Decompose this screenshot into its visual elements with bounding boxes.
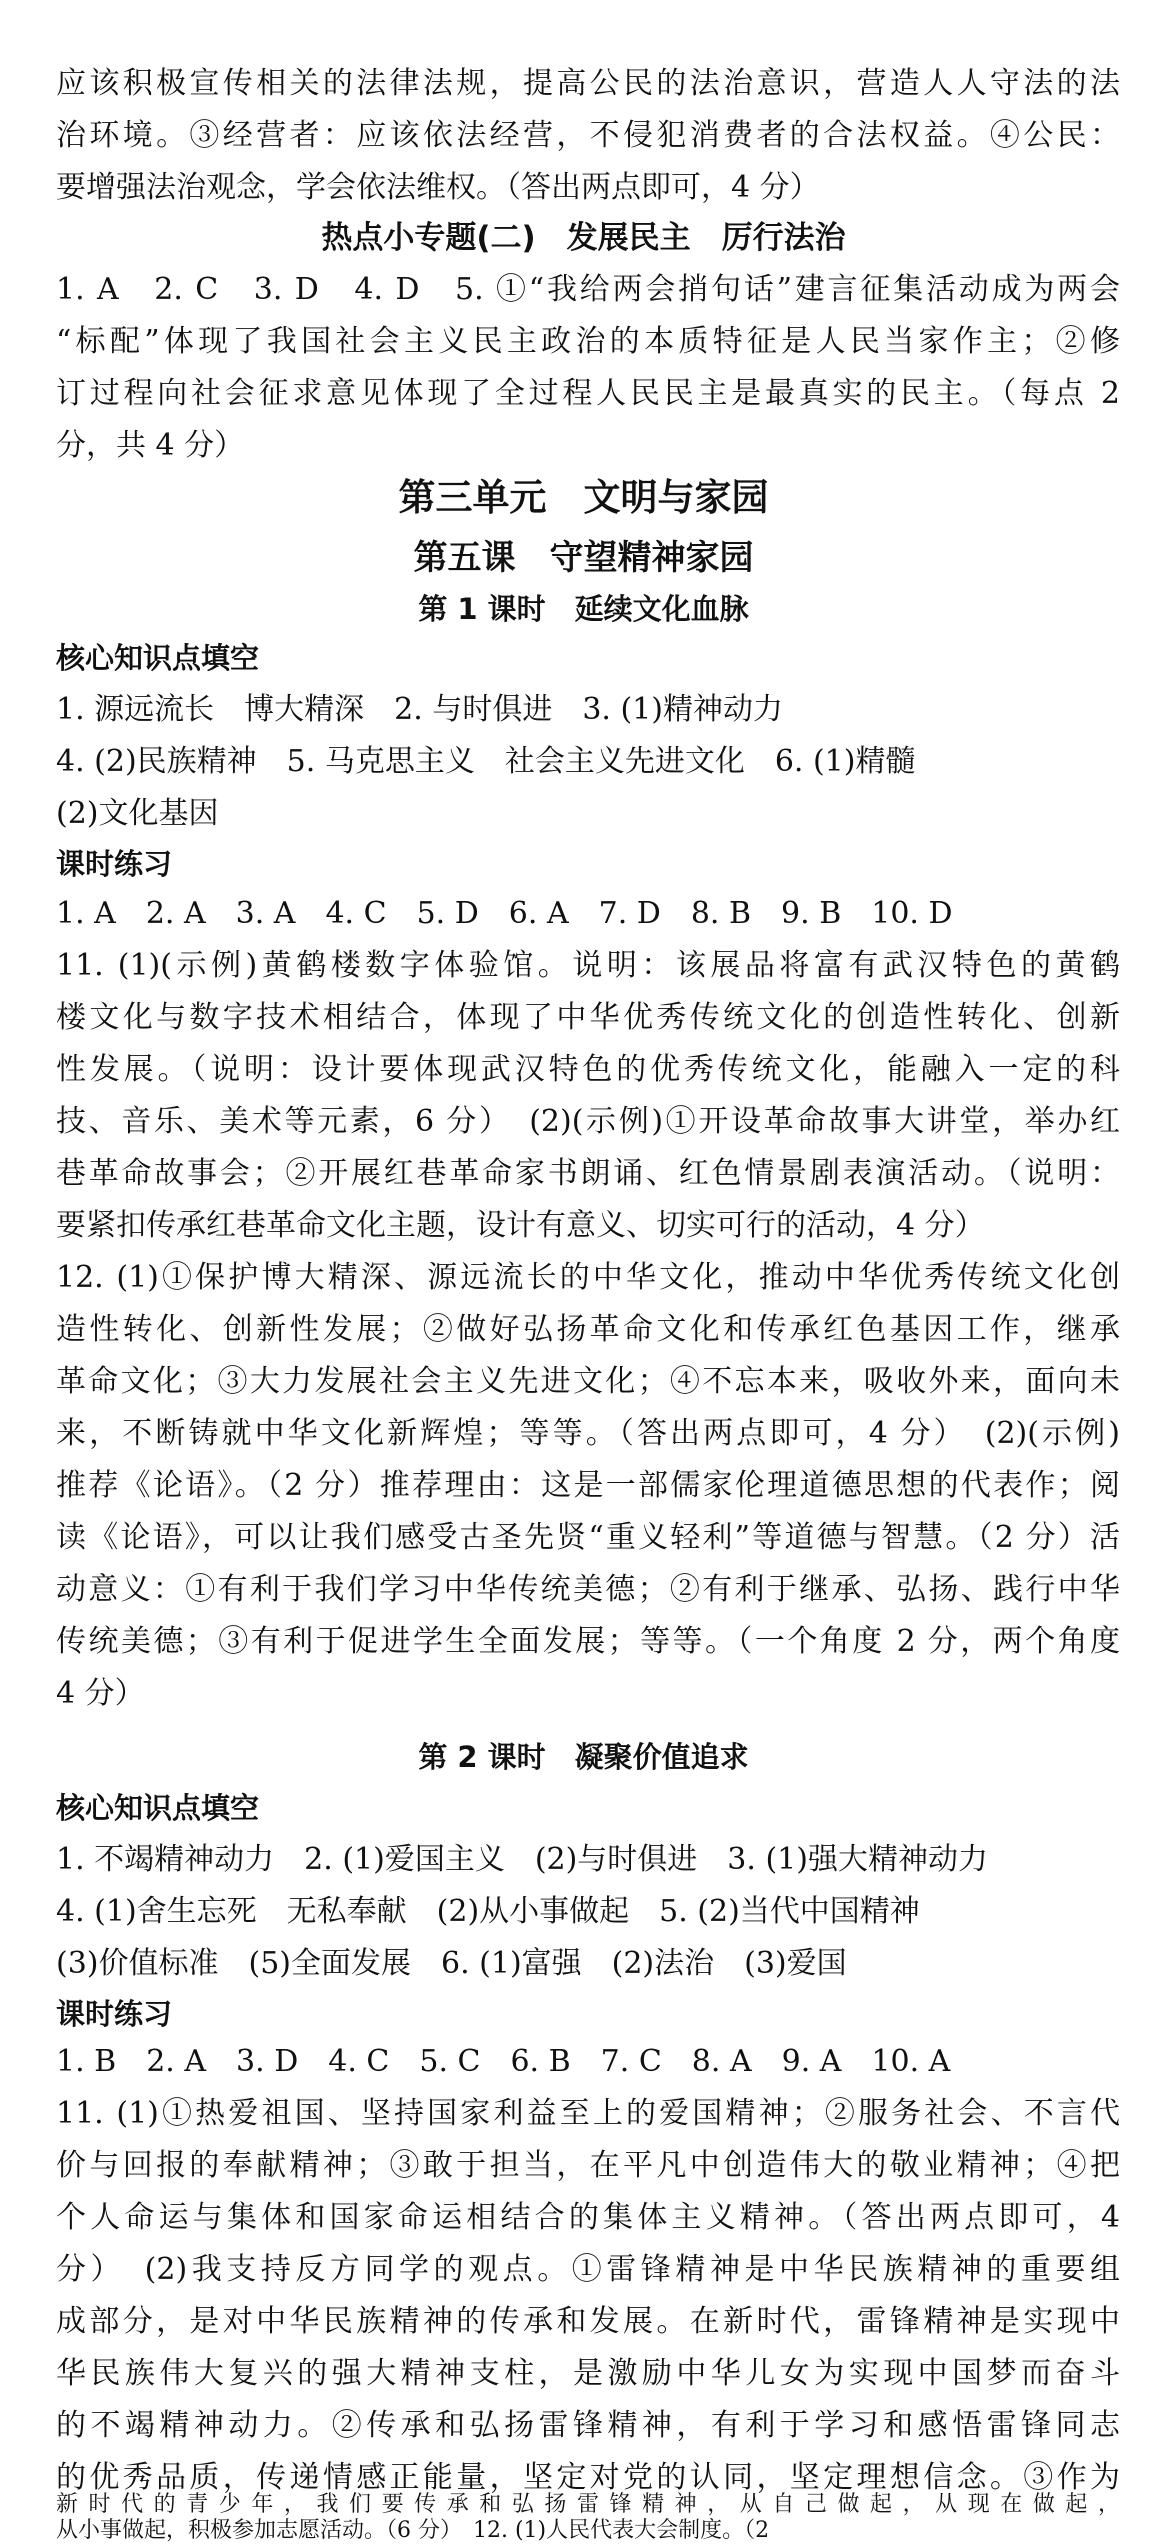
text-line: 分，共 4 分） — [56, 428, 245, 463]
period-2-title: 第 2 课时 凝聚价值追求 — [418, 1740, 749, 1774]
text-line: 传统美德；③有利于促进学生全面发展；等等。（一个角度 2 分，两个角度 — [56, 1624, 1120, 1659]
text-line: 4. (2)民族精神 5. 马克思主义 社会主义先进文化 6. (1)精髓 — [56, 744, 916, 779]
text-line: 分） (2)我支持反方同学的观点。①雷锋精神是中华民族精神的重要组 — [56, 2252, 1120, 2287]
text-line: 动意义：①有利于我们学习中华传统美德；②有利于继承、弘扬、践行中华 — [56, 1572, 1120, 1607]
text-line: 1. A 2. A 3. A 4. C 5. D 6. A 7. D 8. B 9. B 10. D — [56, 896, 953, 931]
text-line: 巷革命故事会；②开展红巷革命家书朗诵、红色情景剧表演活动。（说明： — [56, 1156, 1120, 1191]
text-line: 推荐《论语》。（2 分）推荐理由：这是一部儒家伦理道德思想的代表作；阅 — [56, 1468, 1120, 1503]
text-line: (3)价值标准 (5)全面发展 6. (1)富强 (2)法治 (3)爱国 — [56, 1946, 847, 1981]
practice-heading: 课时练习 — [56, 847, 173, 881]
text-line: 来，不断铸就中华文化新辉煌；等等。（答出两点即可，4 分） (2)(示例) — [56, 1416, 1120, 1451]
text-line: 订过程向社会征求意见体现了全过程人民民主是最真实的民主。（每点 2 — [56, 376, 1120, 411]
text-line: 革命文化；③大力发展社会主义先进文化；④不忘本来，吸收外来，面向未 — [56, 1364, 1120, 1399]
text-line: 1. 不竭精神动力 2. (1)爱国主义 (2)与时俱进 3. (1)强大精神动力 — [56, 1842, 988, 1877]
core-knowledge-heading: 核心知识点填空 — [56, 641, 260, 675]
text-line: 4. (1)舍生忘死 无私奉献 (2)从小事做起 5. (2)当代中国精神 — [56, 1894, 920, 1929]
text-line: 12. (1)①保护博大精深、源远流长的中华文化，推动中华优秀传统文化创 — [56, 1260, 1120, 1295]
core-knowledge-heading: 核心知识点填空 — [56, 1791, 260, 1825]
practice-heading: 课时练习 — [56, 1997, 173, 2031]
text-line: 成部分，是对中华民族精神的传承和发展。在新时代，雷锋精神是实现中 — [56, 2304, 1120, 2339]
text-line: 价与回报的奉献精神；③敢于担当，在平凡中创造伟大的敬业精神；④把 — [56, 2148, 1120, 2183]
text-line: 要增强法治观念，学会依法维权。（答出两点即可，4 分） — [56, 170, 820, 205]
text-line: (2)文化基因 — [56, 796, 219, 831]
text-line: “标配”体现了我国社会主义民主政治的本质特征是人民当家作主；②修 — [56, 324, 1120, 359]
text-line: 的优秀品质，传递情感正能量，坚定对党的认同，坚定理想信念。③作为 — [56, 2460, 1120, 2495]
unit-title: 第三单元 文明与家园 — [398, 476, 769, 519]
text-line: 华民族伟大复兴的强大精神支柱，是激励中华儿女为实现中国梦而奋斗 — [56, 2356, 1120, 2391]
text-line: 1. A 2. C 3. D 4. D 5. ①“我给两会捎句话”建言征集活动成为两会 — [56, 272, 1120, 307]
text-line: 11. (1)(示例)黄鹤楼数字体验馆。说明：该展品将富有武汉特色的黄鹤 — [56, 948, 1120, 983]
text-line: 的不竭精神动力。②传承和弘扬雷锋精神，有利于学习和感悟雷锋同志 — [56, 2408, 1120, 2443]
text-line: 技、音乐、美术等元素，6 分） (2)(示例)①开设革命故事大讲堂，举办红 — [56, 1104, 1120, 1139]
lesson-title: 第五课 守望精神家园 — [413, 538, 754, 578]
text-line: 读《论语》，可以让我们感受古圣先贤“重义轻利”等道德与智慧。（2 分）活 — [56, 1520, 1120, 1555]
text-line: 从小事做起，积极参加志愿活动。（6 分） 12. (1)人民代表大会制度。（2 — [56, 2518, 770, 2543]
text-line: 性发展。（说明：设计要体现武汉特色的优秀传统文化，能融入一定的科 — [56, 1052, 1120, 1087]
text-line: 应该积极宣传相关的法律法规，提高公民的法治意识，营造人人守法的法 — [56, 66, 1120, 101]
text-line: 个人命运与集体和国家命运相结合的集体主义精神。（答出两点即可，4 — [56, 2200, 1120, 2235]
period-1-title: 第 1 课时 延续文化血脉 — [418, 592, 749, 626]
text-line: 11. (1)①热爱祖国、坚持国家利益至上的爱国精神；②服务社会、不言代 — [56, 2096, 1120, 2131]
text-line: 4 分） — [56, 1676, 145, 1711]
text-line: 1. 源远流长 博大精深 2. 与时俱进 3. (1)精神动力 — [56, 692, 783, 727]
text-line: 1. B 2. A 3. D 4. C 5. C 6. B 7. C 8. A 9. A 10. A — [56, 2044, 951, 2079]
text-line: 新时代的青少年，我们要传承和弘扬雷锋精神，从自己做起，从现在做起， — [56, 2492, 1120, 2517]
text-line: 要紧扣传承红巷革命文化主题，设计有意义、切实可行的活动，4 分） — [56, 1208, 985, 1243]
text-line: 楼文化与数字技术相结合，体现了中华优秀传统文化的创造性转化、创新 — [56, 1000, 1120, 1035]
text-line: 造性转化、创新性发展；②做好弘扬革命文化和传承红色基因工作，继承 — [56, 1312, 1120, 1347]
text-line: 治环境。③经营者：应该依法经营，不侵犯消费者的合法权益。④公民： — [56, 118, 1120, 153]
hot-topic-title: 热点小专题(二) 发展民主 厉行法治 — [321, 220, 846, 256]
